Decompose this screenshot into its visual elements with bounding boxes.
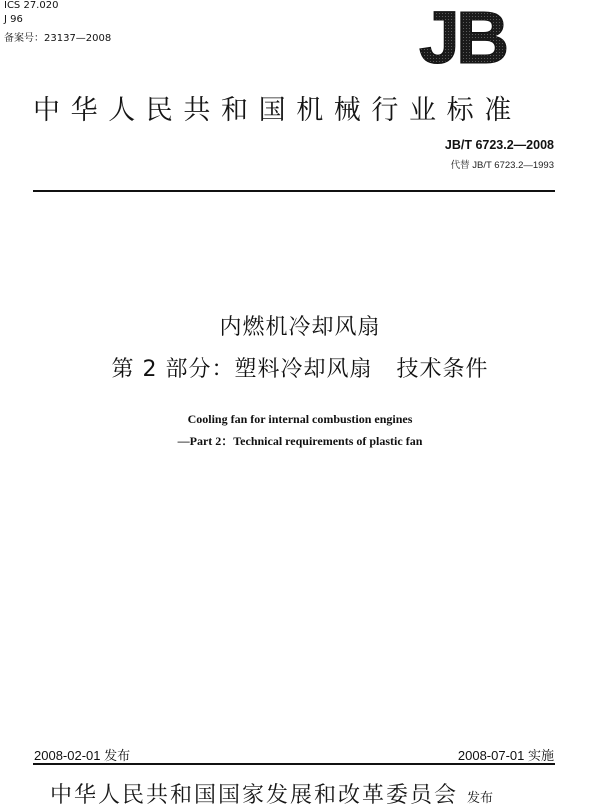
ics-code: ICS 27.020 xyxy=(4,0,59,11)
chinese-title-line2: 第 2 部分：塑料冷却风扇 技术条件 xyxy=(111,357,489,382)
jb-logo xyxy=(402,3,522,73)
classification-code: J 96 xyxy=(4,14,23,25)
issuing-authority xyxy=(50,778,493,809)
issuer-name: 中华人民共和国国家发展和改革委员会 xyxy=(50,783,459,808)
logo-mark: JB xyxy=(418,3,506,73)
issue-date: 2008-02-01 发布 xyxy=(34,748,131,763)
english-title-line1: Cooling fan for internal combustion engines xyxy=(187,412,413,426)
standard-number xyxy=(445,138,554,152)
bottom-divider xyxy=(33,763,555,765)
issuer-suffix: 发布 xyxy=(467,791,494,806)
chinese-title-line1: 内燃机冷却风扇 xyxy=(219,315,381,340)
replaces-standard: 代替 JB/T 6723.2—1993 xyxy=(450,160,554,171)
english-title-line2: —Part 2：Technical requirements of plastic fan xyxy=(177,434,423,448)
record-number: 备案号：23137—2008 xyxy=(4,33,112,44)
standard-category-title: 中华人民共和国机械行业标准 xyxy=(33,95,522,126)
implementation-date: 2008-07-01 实施 xyxy=(457,748,554,763)
standard-number-text: JB/T 6723.2—2008 xyxy=(444,138,554,152)
top-divider xyxy=(33,190,555,192)
